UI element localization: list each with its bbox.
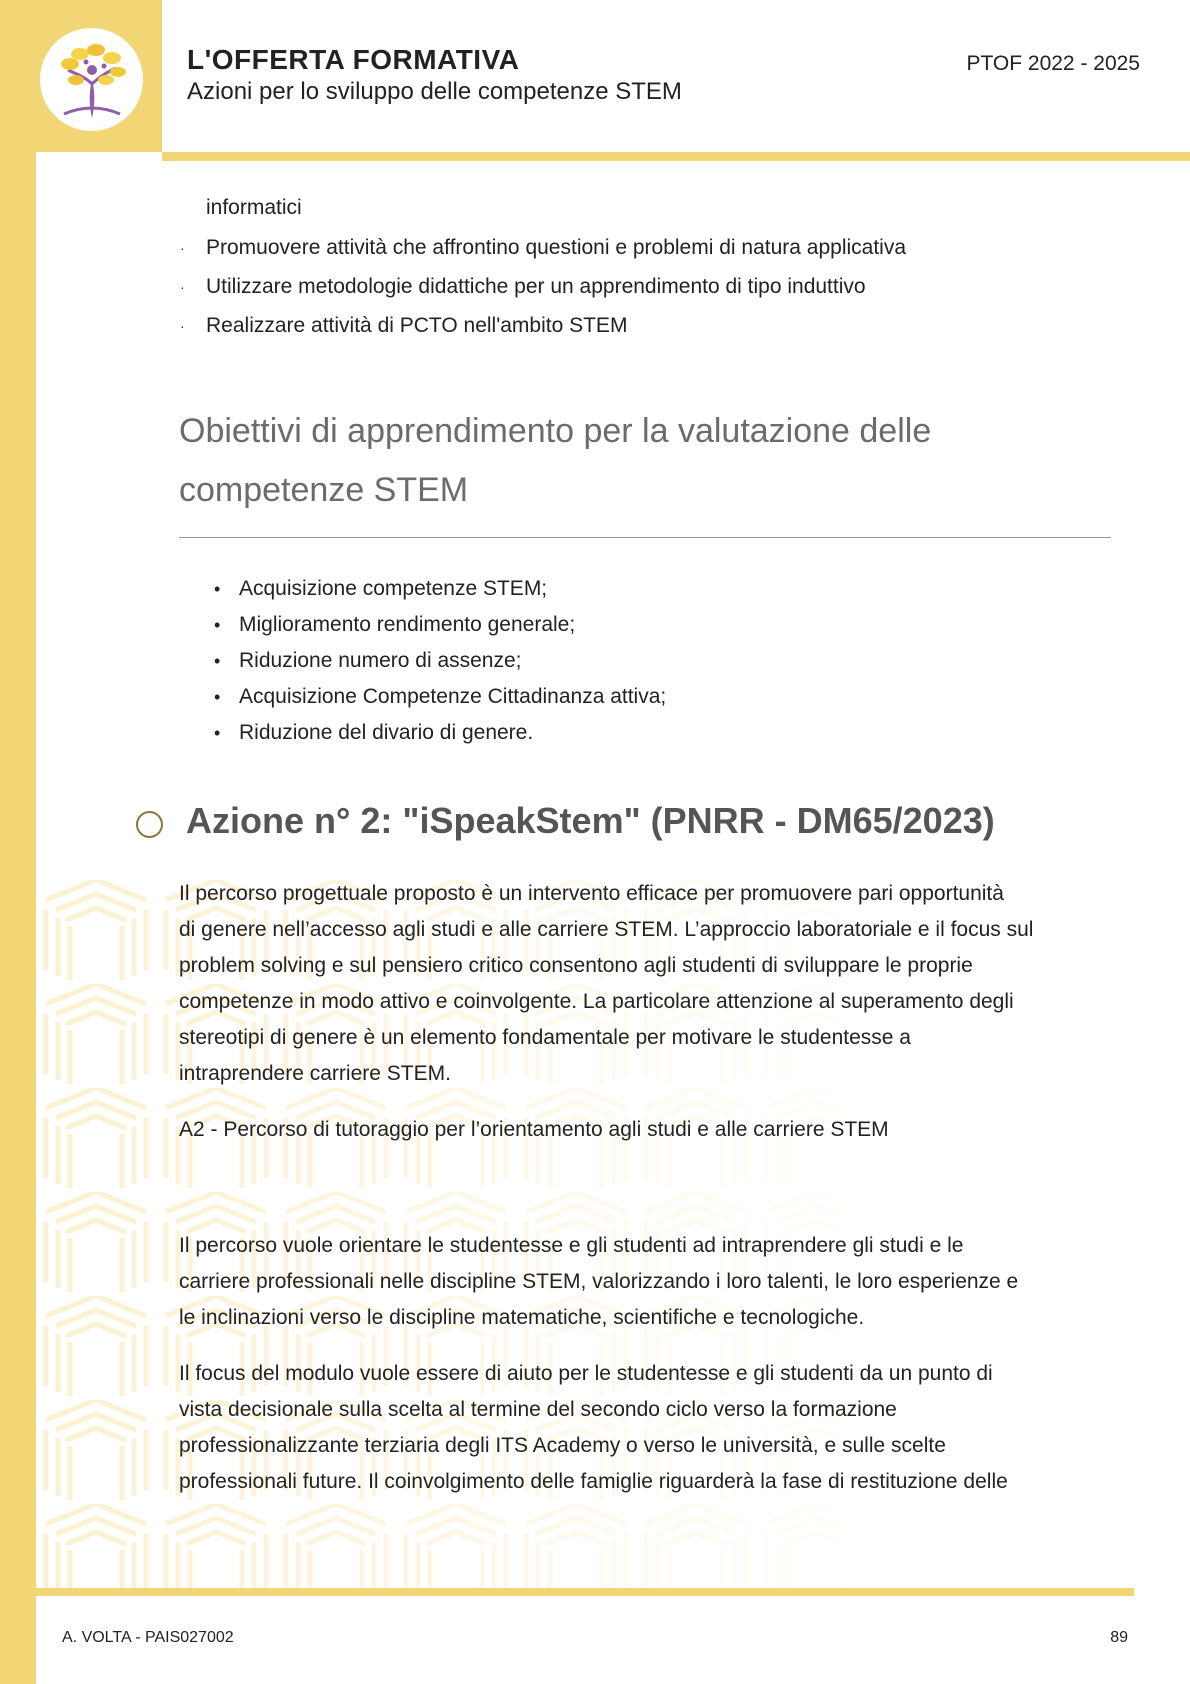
section-heading-line1: Obiettivi di apprendimento per la valutazione delle: [179, 412, 932, 450]
header-subtitle: Azioni per lo sviluppo delle competenze STEM: [187, 78, 682, 105]
list-item: • Acquisizione competenze STEM;: [214, 574, 666, 610]
azione-title: Azione n° 2: "iSpeakStem" (PNRR - DM65/2023): [186, 800, 995, 841]
paragraph-line: intraprendere carriere STEM.: [179, 1062, 451, 1085]
azione-paragraph-1: [179, 876, 1119, 1092]
list-item: • Miglioramento rendimento generale;: [214, 610, 666, 646]
paragraph-line: vista decisionale sulla scelta al termine del secondo ciclo verso la formazione: [179, 1398, 897, 1421]
a2-label: [179, 1112, 1119, 1148]
paragraph-line: Il percorso progettuale proposto è un intervento efficace per promuovere pari opportunità: [179, 882, 1004, 905]
list-item: Realizzare attività di PCTO nell'ambito STEM: [206, 314, 628, 337]
header-title: L'OFFERTA FORMATIVA: [187, 44, 520, 75]
paragraph-line: Il percorso vuole orientare le studentesse e gli studenti ad intraprendere gli studi e le: [179, 1234, 964, 1257]
section-divider: [179, 537, 1111, 538]
paragraph-line: professionalizzante terziaria degli ITS Academy o verso le università, e sulle scelte: [179, 1434, 946, 1457]
page-number: 89: [1110, 1629, 1128, 1646]
bullet-dot: ·: [180, 318, 185, 334]
list-item: • Riduzione del divario di genere.: [214, 718, 666, 754]
paragraph-line: di genere nell’accesso agli studi e alle carriere STEM. L’approccio laboratoriale e il focus sul: [179, 918, 1034, 941]
paragraph-line: stereotipi di genere è un elemento fondamentale per motivare le studentesse a: [179, 1026, 911, 1049]
paragraph-line: problem solving e sul pensiero critico consentono agli studenti di sviluppare le proprie: [179, 954, 973, 977]
section-heading-line2: competenze STEM: [179, 471, 469, 509]
circle-bullet-icon: [136, 811, 163, 838]
footer-school: A. VOLTA - PAIS027002: [62, 1629, 234, 1646]
paragraph-line: professionali future. Il coinvolgimento delle famiglie riguarderà la fase di restituzione delle: [179, 1470, 1008, 1493]
azione-paragraph-2: [179, 1228, 1119, 1336]
list-item: • Riduzione numero di assenze;: [214, 646, 666, 682]
list-fragment: informatici: [206, 196, 302, 219]
list-item: • Acquisizione Competenze Cittadinanza attiva;: [214, 682, 666, 718]
azione-paragraph-3: [179, 1356, 1119, 1500]
list-item: Promuovere attività che affrontino questioni e problemi di natura applicativa: [206, 236, 907, 259]
paragraph-line: competenze in modo attivo e coinvolgente. La particolare attenzione al superamento degli: [179, 990, 1014, 1013]
ptof-label: PTOF 2022 - 2025: [966, 52, 1140, 75]
paragraph-line: A2 - Percorso di tutoraggio per l’orientamento agli studi e alle carriere STEM: [179, 1118, 889, 1141]
list-item: Utilizzare metodologie didattiche per un apprendimento di tipo induttivo: [206, 275, 866, 298]
paragraph-line: le inclinazioni verso le discipline matematiche, scientifiche e tecnologiche.: [179, 1306, 865, 1329]
paragraph-line: carriere professionali nelle discipline STEM, valorizzando i loro talenti, le loro esperienze e: [179, 1270, 1019, 1293]
objectives-list: [214, 574, 666, 754]
bullet-dot: ·: [180, 240, 185, 256]
bullet-dot: ·: [180, 279, 185, 295]
paragraph-line: Il focus del modulo vuole essere di aiuto per le studentesse e gli studenti da un punto di: [179, 1362, 993, 1385]
